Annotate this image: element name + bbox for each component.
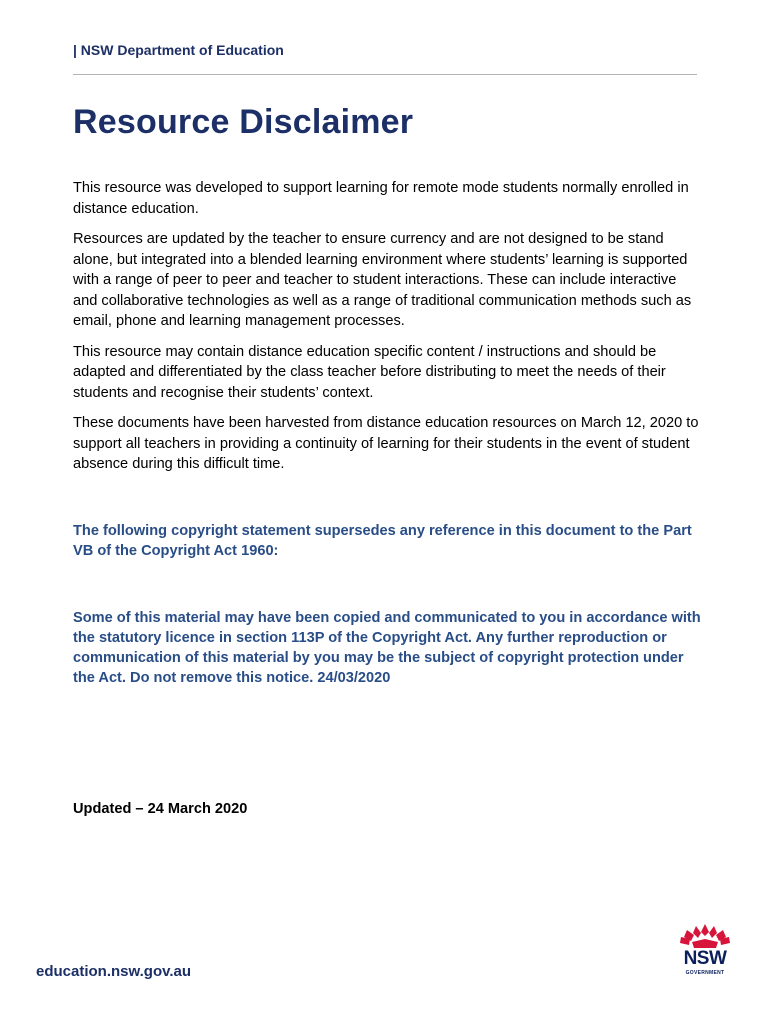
logo-wordmark: NSW <box>683 948 727 969</box>
copyright-notice: Some of this material may have been copied and communicated to you in accordance with the statutory licence in section 113P of the Copyright Act. Any further reproduction or communication of this material by you may be the subject of copyright protection under the Act. Do not remove this notice. 24/03/2020 <box>73 610 701 686</box>
nsw-government-logo <box>676 922 734 982</box>
footer-url-link[interactable]: education.nsw.gov.au <box>36 963 192 980</box>
paragraph-1: This resource was developed to support learning for remote mode students normally enrolled in distance education. <box>73 180 689 217</box>
department-header: | NSW Department of Education <box>73 42 284 58</box>
paragraph-4: These documents have been harvested from distance education resources on March 12, 2020 to support all teachers in providing a continuity of learning for their students in the event of student absence during this difficult time. <box>73 415 699 472</box>
logo-subtitle: GOVERNMENT <box>685 970 725 976</box>
header-divider <box>73 74 697 75</box>
copyright-statement: The following copyright statement supersedes any reference in this document to the Part VB of the Copyright Act 1960: <box>73 523 692 559</box>
paragraph-3: This resource may contain distance education specific content / instructions and should be adapted and differentiated by the class teacher before distributing to meet the needs of their students and recognise their students’ context. <box>73 343 666 401</box>
page-title: Resource Disclaimer <box>73 103 414 141</box>
disclaimer-body <box>73 178 701 485</box>
waratah-icon <box>676 922 734 950</box>
updated-date: Updated – 24 March 2020 <box>73 801 248 817</box>
paragraph-2: Resources are updated by the teacher to ensure currency and are not designed to be stand alone, but integrated into a blended learning environment where students’ learning is supported with a range of peer to peer and teacher to student interactions. These can include interactive and collaborative technologies as well as a range of traditional communication methods such as email, phone and learning management processes. <box>73 231 692 329</box>
